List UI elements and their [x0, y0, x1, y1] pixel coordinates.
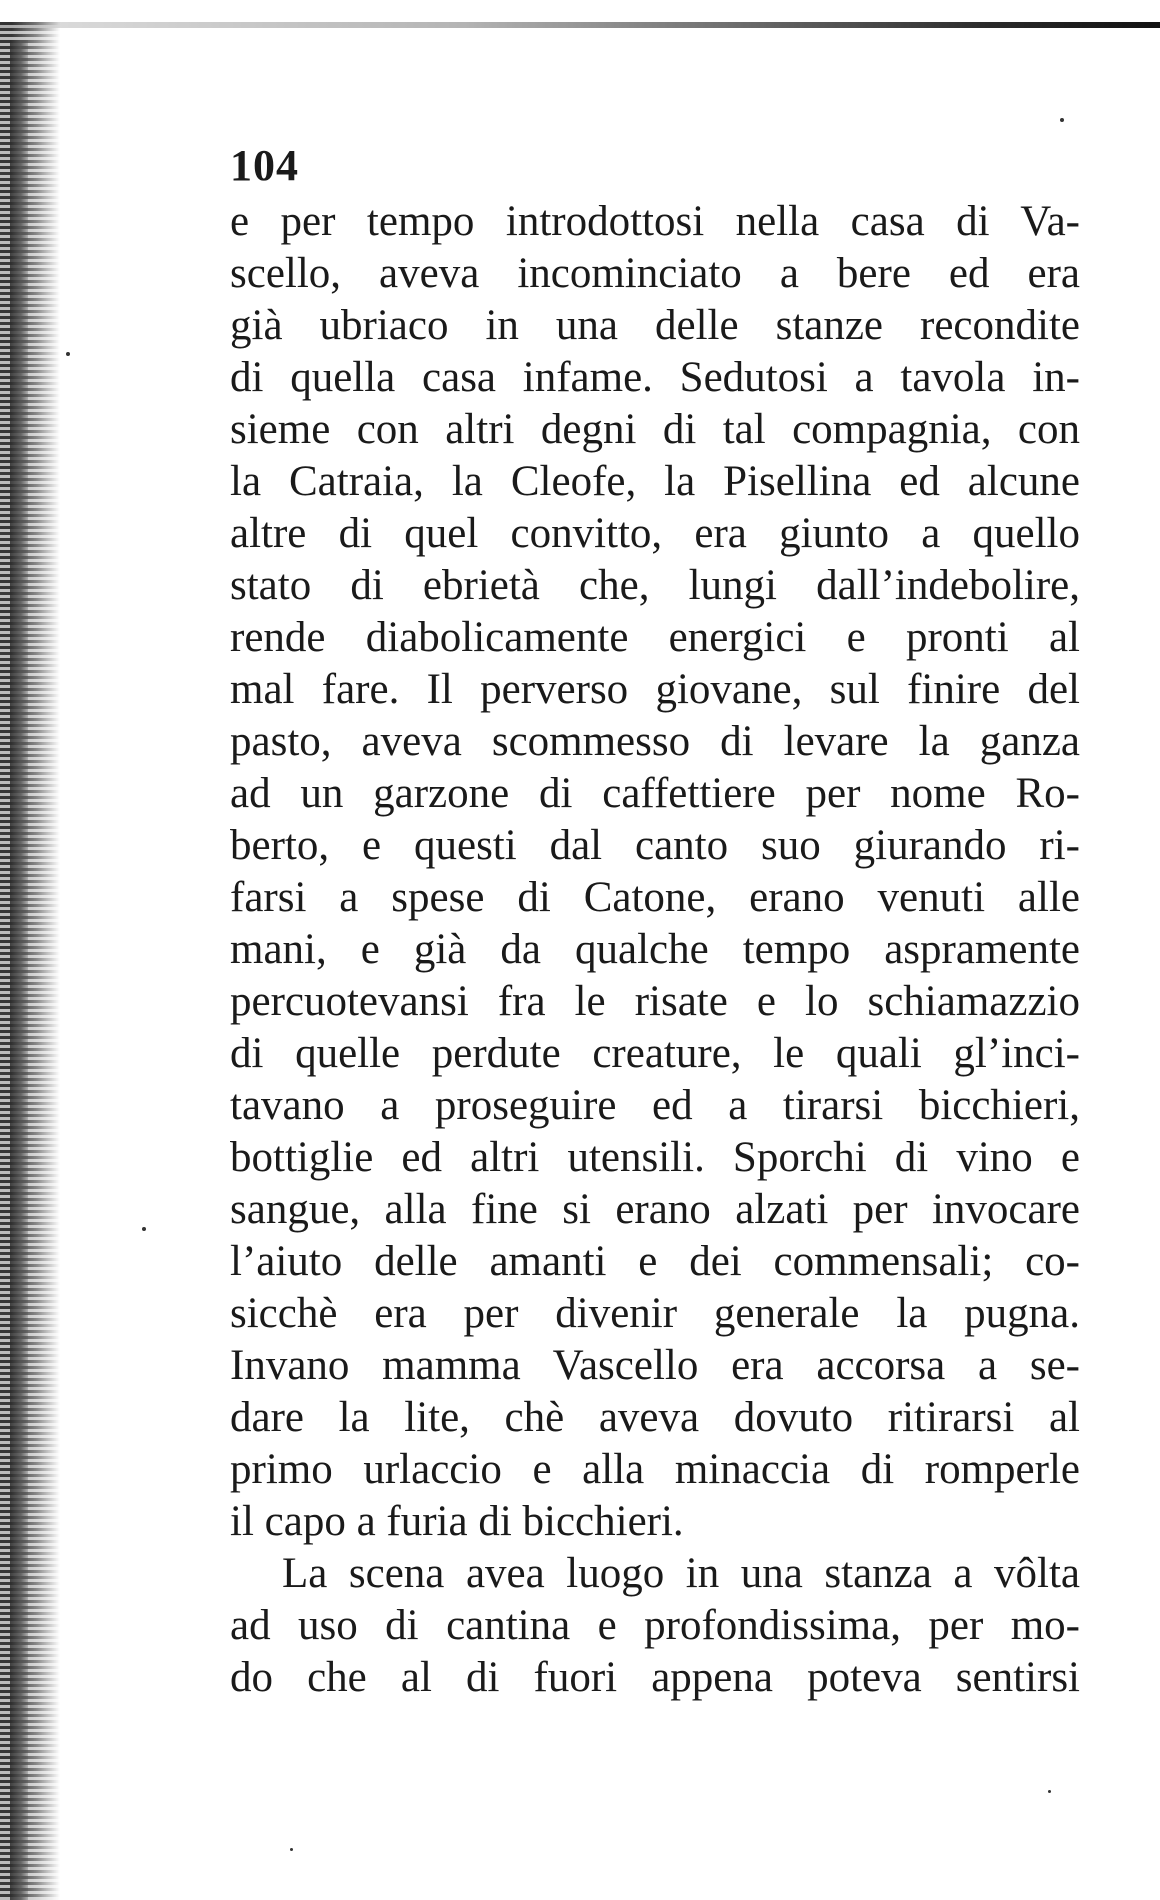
text-line: farsi a spese di Catone, erano venuti alle — [230, 874, 1080, 921]
text-line: l’aiuto delle amanti e dei commensali; co- — [230, 1238, 1080, 1285]
text-line: dare la lite, chè aveva dovuto ritirarsi al — [230, 1394, 1080, 1441]
text-line: di quelle perdute creature, le quali gl’inci- — [230, 1030, 1080, 1077]
text-line: tavano a proseguire ed a tirarsi bicchieri, — [230, 1082, 1080, 1129]
page-binding-edge — [0, 22, 60, 1900]
text-line: la Catraia, la Cleofe, la Pisellina ed alcune — [230, 458, 1080, 505]
text-line: e per tempo introdottosi nella casa di Va- — [230, 198, 1080, 245]
text-line: La scena avea luogo in una stanza a vôlta — [282, 1550, 1080, 1597]
text-line: percuotevansi fra le risate e lo schiamazzio — [230, 978, 1080, 1025]
text-line: scello, aveva incominciato a bere ed era — [230, 250, 1080, 297]
text-line: bottiglie ed altri utensili. Sporchi di vino e — [230, 1134, 1080, 1181]
print-speck — [142, 1227, 146, 1231]
text-line: sicchè era per divenir generale la pugna. — [230, 1290, 1080, 1337]
body-text — [230, 196, 1080, 1704]
text-line: rende diabolicamente energici e pronti al — [230, 614, 1080, 661]
text-line: mal fare. Il perverso giovane, sul finire del — [230, 666, 1080, 713]
text-line: berto, e questi dal canto suo giurando ri- — [230, 822, 1080, 869]
text-line: pasto, aveva scommesso di levare la ganza — [230, 718, 1080, 765]
page-binding-shadow — [10, 40, 28, 1900]
text-line: stato di ebrietà che, lungi dall’indebolire, — [230, 562, 1080, 609]
text-line: Invano mamma Vascello era accorsa a se- — [230, 1342, 1080, 1389]
print-speck — [1048, 1790, 1051, 1793]
text-line: di quella casa infame. Sedutosi a tavola in- — [230, 354, 1080, 401]
text-line: mani, e già da qualche tempo aspramente — [230, 926, 1080, 973]
print-speck — [1060, 118, 1064, 122]
text-line: ad uso di cantina e profondissima, per mo- — [230, 1602, 1080, 1649]
page-top-edge — [0, 22, 1160, 28]
print-speck — [290, 1848, 293, 1851]
text-line: do che al di fuori appena poteva sentirsi — [230, 1654, 1080, 1701]
page-number: 104 — [230, 141, 299, 190]
text-line: primo urlaccio e alla minaccia di romperle — [230, 1446, 1080, 1493]
text-line: il capo a furia di bicchieri. — [230, 1498, 684, 1545]
text-line: ad un garzone di caffettiere per nome Ro- — [230, 770, 1080, 817]
text-line: sangue, alla fine si erano alzati per invocare — [230, 1186, 1080, 1233]
print-speck — [66, 352, 70, 356]
text-line: altre di quel convitto, era giunto a quello — [230, 510, 1080, 557]
text-line: già ubriaco in una delle stanze recondite — [230, 302, 1080, 349]
text-line: sieme con altri degni di tal compagnia, con — [230, 406, 1080, 453]
